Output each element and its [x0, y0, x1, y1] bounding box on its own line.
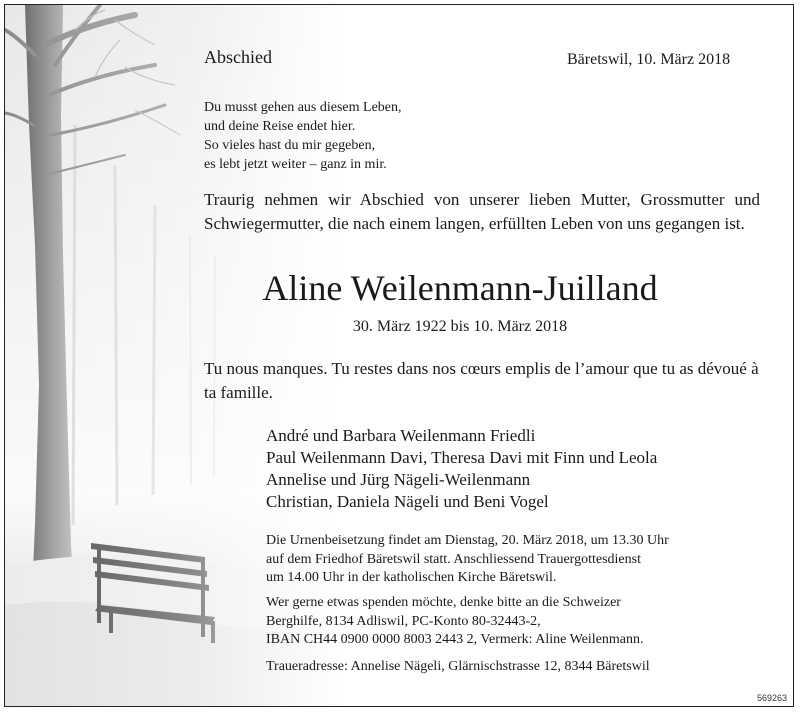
funeral-info-line: Die Urnenbeisetzung findet am Dienstag, 20. März 2018, um 13.30 Uhr — [266, 533, 669, 548]
mourner-line: Paul Weilenmann Davi, Theresa Davi mit Finn und Leola — [266, 448, 658, 467]
poem-line: und deine Reise endet hier. — [204, 119, 356, 134]
poem-line: So vieles hast du mir gegeben, — [204, 138, 376, 153]
obituary-card — [4, 4, 794, 707]
poem-line: Du musst gehen aus diesem Leben, — [204, 100, 402, 115]
donation-info-line: IBAN CH44 0900 0000 8003 2443 2, Vermerk: Aline Weilenmann. — [266, 632, 644, 647]
funeral-info-line: auf dem Friedhof Bäretswil statt. Anschliessend Trauergottesdienst — [266, 551, 641, 567]
notice-heading: Abschied — [204, 47, 272, 67]
mourner-line: André und Barbara Weilenmann Friedli — [266, 426, 536, 445]
poem-line: es lebt jetzt weiter – ganz in mir. — [204, 157, 387, 172]
donation-info-line: Wer gerne etwas spenden möchte, denke bitte an die Schweizer — [266, 595, 621, 610]
intro-paragraph: Traurig nehmen wir Abschied von unserer lieben Mutter, Grossmutter und Schwiegermutter, die nach einem langen, erfüllten Leben von uns gegangen ist. — [204, 190, 760, 233]
reference-number: 569263 — [756, 693, 787, 703]
deceased-name: Aline Weilenmann-Juilland — [262, 268, 658, 308]
mourners-list — [266, 425, 657, 513]
donation-info-line: Berghilfe, 8134 Adliswil, PC-Konto 80-32443-2, — [266, 613, 541, 629]
funeral-info — [266, 532, 669, 588]
donation-info — [266, 594, 644, 650]
mourning-address: Traueradresse: Annelise Nägeli, Glärnischstrasse 12, 8344 Bäretswil — [266, 659, 650, 674]
life-dates: 30. März 1922 bis 10. März 2018 — [352, 318, 568, 335]
french-message: Tu nous manques. Tu restes dans nos cœurs emplis de l’amour que tu as dévoué à ta famille. — [204, 359, 759, 402]
place-date: Bäretswil, 10. März 2018 — [567, 51, 731, 68]
mourner-line: Annelise und Jürg Nägeli-Weilenmann — [266, 470, 531, 489]
poem — [204, 98, 402, 174]
mourner-line: Christian, Daniela Nägeli und Beni Vogel — [266, 492, 549, 511]
funeral-info-line: um 14.00 Uhr in der katholischen Kirche Bäretswil. — [266, 570, 557, 585]
